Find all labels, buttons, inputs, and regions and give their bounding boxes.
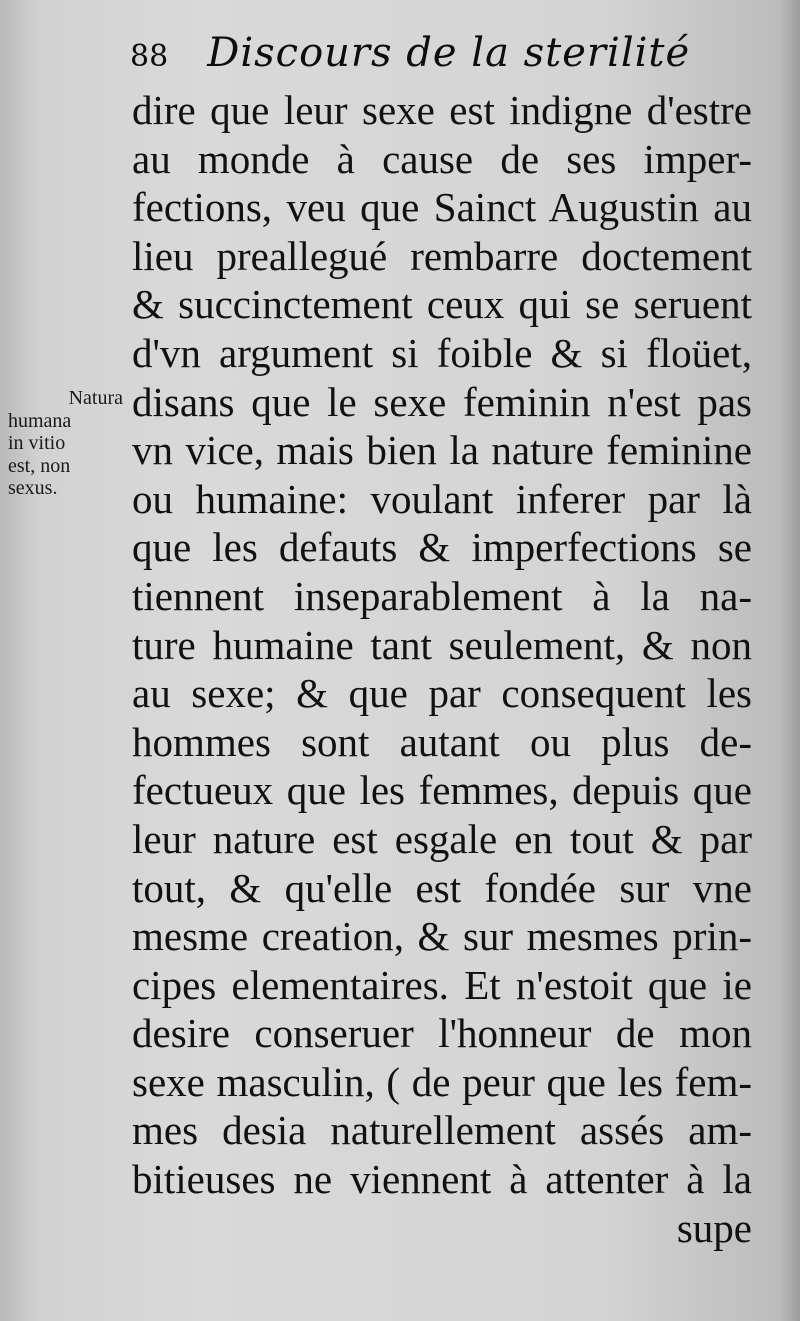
margin-note-line: in vitio — [8, 432, 66, 454]
text-line: disans que le sexe feminin n'est pas — [132, 378, 752, 425]
text-line: & succinctement ceux qui se seruent — [132, 281, 752, 328]
text-line: au sexe; & que par consequent les — [132, 670, 752, 717]
text-line: mesme creation, & sur mesmes prin- — [132, 913, 752, 960]
text-line: desire conseruer l'honneur de mon — [132, 1010, 752, 1057]
text-line: mes desia naturellement assés am- — [132, 1107, 752, 1154]
catchword: supe — [676, 1204, 752, 1251]
running-title: Discours de la sterilité — [207, 30, 691, 76]
body-text — [132, 86, 752, 1252]
text-line: ou humaine: voulant inferer par là — [132, 475, 752, 522]
text-line: d'vn argument si foible & si floüet, — [132, 329, 752, 376]
text-line: fectueux que les femmes, depuis que — [132, 767, 752, 814]
margin-note-line: humana — [8, 409, 72, 432]
margin-note — [8, 387, 123, 500]
margin-note-line: Natura — [68, 387, 123, 409]
text-line: leur nature est esgale en tout & par — [132, 815, 752, 862]
page-number: 88 — [130, 39, 169, 74]
text-line: dire que leur sexe est indigne d'estre — [132, 87, 752, 133]
text-line: lieu preallegué rembarre doctement — [132, 232, 752, 279]
text-line: bitieuses ne viennent à attenter à la — [132, 1156, 752, 1203]
text-line: fections, veu que Sainct Augustin au — [132, 184, 752, 231]
text-line: hommes sont autant ou plus de- — [132, 718, 752, 765]
margin-note-line: sexus. — [8, 477, 58, 499]
text-line: cipes elementaires. Et n'estoit que ie — [132, 961, 752, 1008]
margin-note-line: est, non — [8, 454, 71, 477]
text-line: vn vice, mais bien la nature feminine — [132, 427, 752, 474]
text-line: au monde à cause de ses imper- — [132, 135, 752, 182]
page-header — [130, 30, 690, 76]
text-line: ture humaine tant seulement, & non — [132, 621, 752, 668]
text-line: sexe masculin, ( de peur que les fem- — [132, 1058, 752, 1105]
text-line: que les defauts & imperfections se — [132, 524, 752, 571]
text-line: tout, & qu'elle est fondée sur vne — [132, 864, 752, 911]
text-line: tiennent inseparablement à la na- — [132, 572, 752, 619]
